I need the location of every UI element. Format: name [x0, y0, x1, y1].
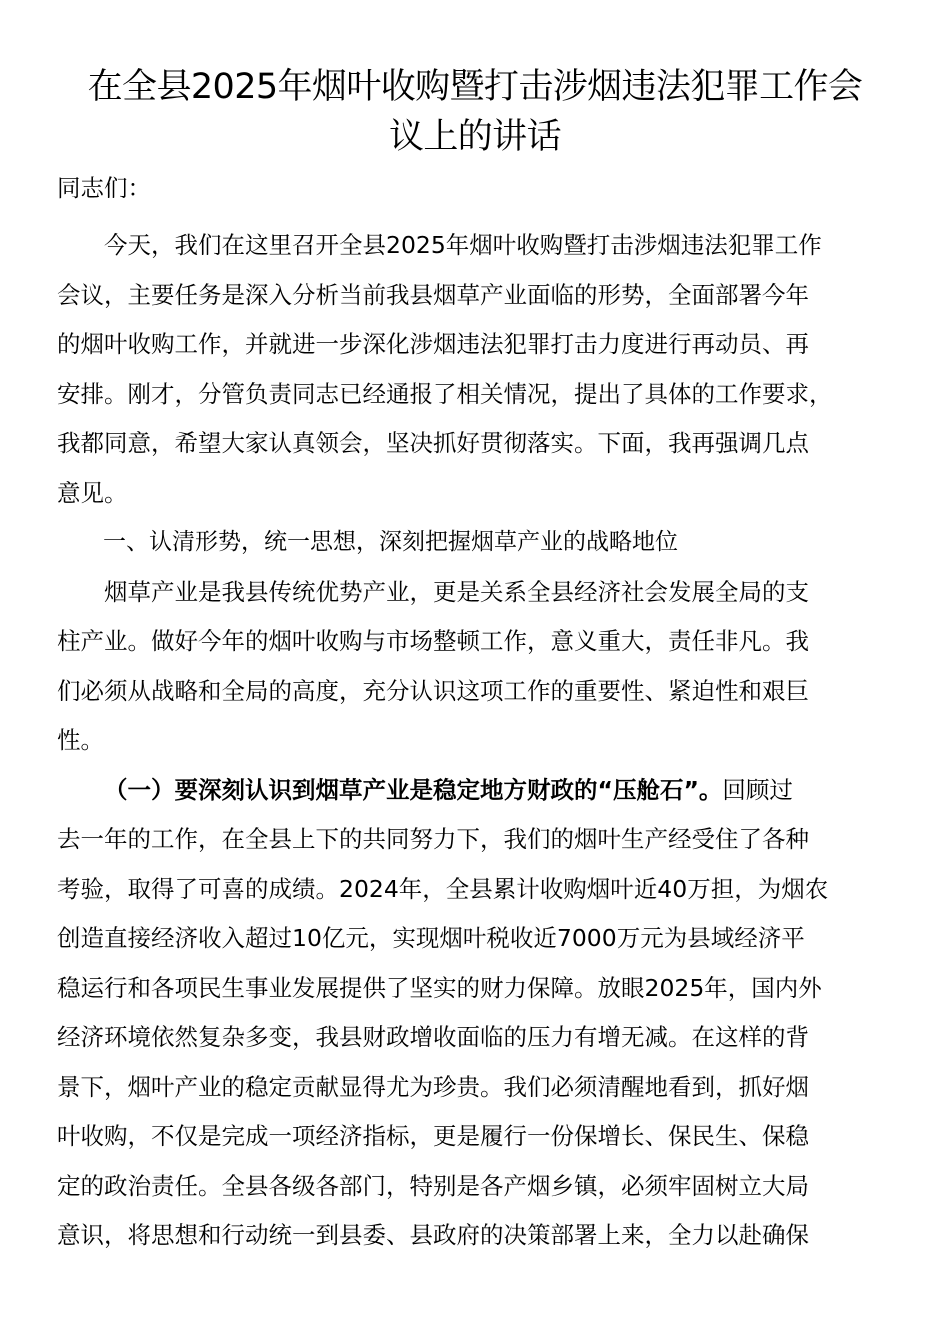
subsection-1-paragraph: [57, 766, 893, 1261]
document-page: [57, 62, 893, 1261]
section-1-line: 柱产业。做好今年的烟叶收购与市场整顿工作，意义重大，责任非凡。我: [57, 627, 809, 655]
subsection-1-line: 去一年的工作，在全县上下的共同努力下，我们的烟叶生产经受住了各种: [57, 825, 809, 853]
title-line-2: 议上的讲话: [388, 117, 561, 157]
subsection-1-line: 意识，将思想和行动统一到县委、县政府的决策部署上来，全力以赴确保: [57, 1221, 809, 1249]
section-1-line: 性。: [57, 726, 104, 754]
intro-line: 意见。: [57, 478, 128, 507]
subsection-1-line: 叶收购，不仅是完成一项经济指标，更是履行一份保增长、保民生、保稳: [57, 1122, 809, 1150]
subsection-1-line: 经济环境依然复杂多变，我县财政增收面临的压力有增无减。在这样的背: [57, 1023, 809, 1051]
intro-paragraph: [57, 221, 893, 518]
intro-line: 的烟叶收购工作，并就进一步深化涉烟违法犯罪打击力度进行再动员、再: [57, 330, 809, 358]
subsection-1-line: 定的政治责任。全县各级各部门，特别是各产烟乡镇，必须牢固树立大局: [57, 1171, 809, 1200]
subsection-1-line: 创造直接经济收入超过10亿元，实现烟叶税收近7000万元为县域经济平: [57, 924, 805, 952]
section-1-heading: 一、认清形势，统一思想，深刻把握烟草产业的战略地位: [103, 529, 678, 555]
subsection-1-line: 考验，取得了可喜的成绩。2024年，全县累计收购烟叶近40万担，为烟农: [57, 874, 829, 903]
section-1-line: 们必须从战略和全局的高度，充分认识这项工作的重要性、紧迫性和艰巨: [57, 676, 809, 705]
intro-line: 安排。刚才，分管负责同志已经通报了相关情况，提出了具体的工作要求，: [57, 379, 833, 408]
subsection-1-lead-tail: 回顾过: [722, 775, 793, 804]
subsection-1-lead: （一）要深刻认识到烟草产业是稳定地方财政的“压舱石”。: [104, 775, 723, 804]
section-1-paragraph: [57, 568, 893, 766]
title-line-1: 在全县2025年烟叶收购暨打击涉烟违法犯罪工作会: [87, 67, 863, 107]
document-title: [57, 62, 893, 162]
subsection-1-line: 景下，烟叶产业的稳定贡献显得尤为珍贵。我们必须清醒地看到，抓好烟: [57, 1072, 809, 1101]
greeting: 同志们：: [57, 174, 151, 202]
section-1-line: 烟草产业是我县传统优势产业，更是关系全县经济社会发展全局的支: [104, 577, 809, 606]
intro-line: 我都同意，希望大家认真领会，坚决抓好贯彻落实。下面，我再强调几点: [57, 429, 809, 457]
subsection-1-first-line: [57, 766, 893, 816]
subsection-1-line: 稳运行和各项民生事业发展提供了坚实的财力保障。放眼2025年，国内外: [57, 973, 822, 1002]
intro-line: 会议，主要任务是深入分析当前我县烟草产业面临的形势，全面部署今年: [57, 280, 809, 309]
intro-line: 今天，我们在这里召开全县2025年烟叶收购暨打击涉烟违法犯罪工作: [104, 231, 822, 259]
